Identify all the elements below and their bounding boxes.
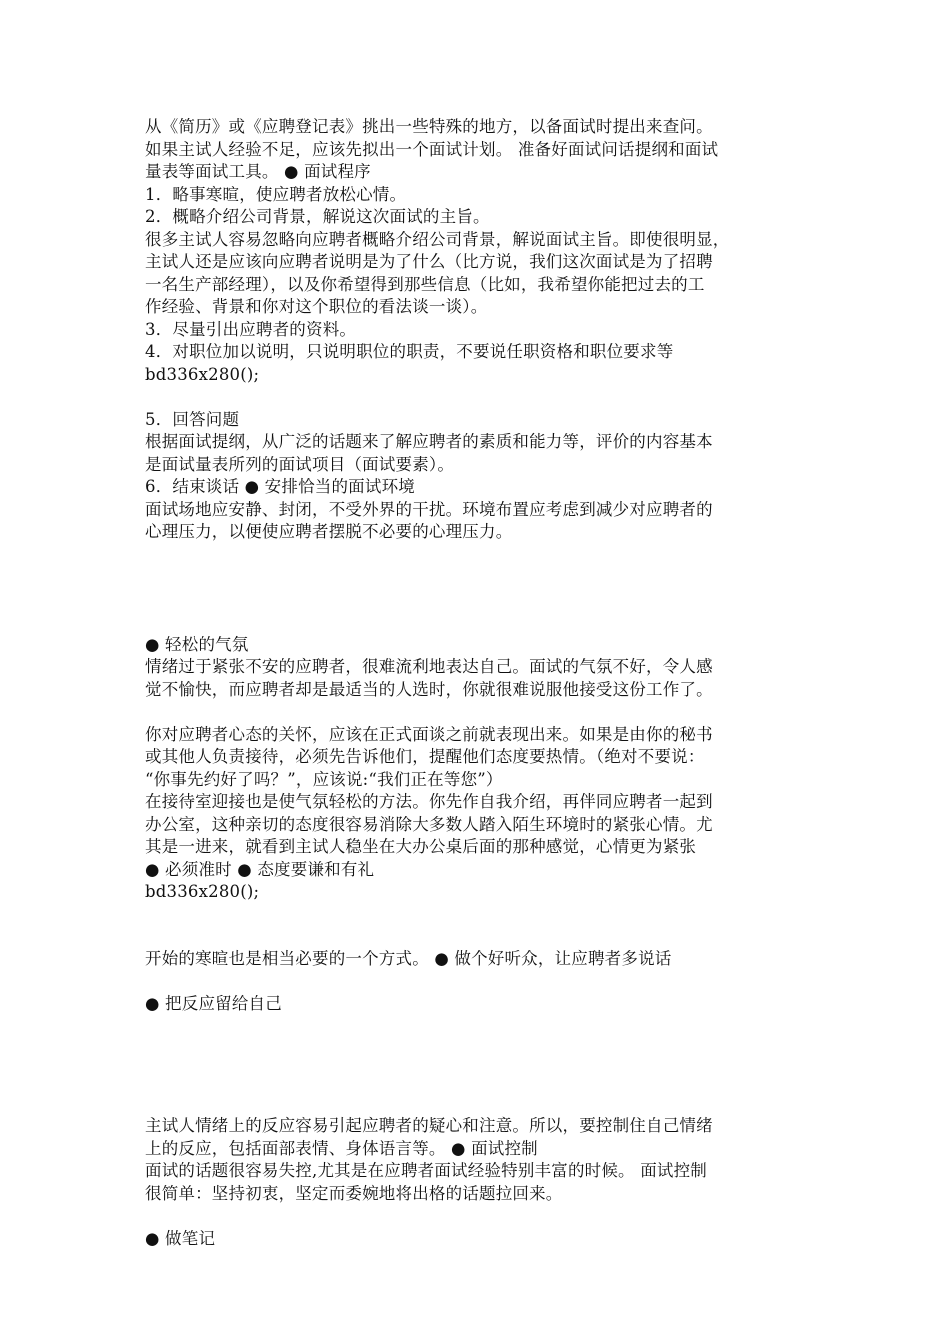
list-item: 2．概略介绍公司背景，解说这次面试的主旨。	[145, 207, 490, 226]
paragraph-line: 或其他人负责接待，必须先告诉他们，提醒他们态度要热情。（绝对不要说：	[145, 747, 705, 766]
paragraph-line: 面试场地应安静、封闭，不受外界的干扰。环境布置应考虑到减少对应聘者的	[145, 499, 713, 519]
list-item: 5．回答问题	[145, 409, 240, 429]
list-item: 6．结束谈话 ● 安排恰当的面试环境	[145, 477, 415, 496]
document-body	[145, 116, 825, 1250]
paragraph-line: 量表等面试工具。 ● 面试程序	[145, 162, 371, 181]
paragraph-line: 根据面试提纲，从广泛的话题来了解应聘者的素质和能力等，评价的内容基本	[145, 432, 713, 451]
spacer	[145, 544, 825, 634]
spacer	[145, 904, 825, 948]
paragraph-line: 很简单：坚持初衷，坚定而委婉地将出格的话题拉回来。	[145, 1183, 563, 1203]
paragraph-line: 办公室，这种亲切的态度很容易消除大多数人踏入陌生环境时的紧张心情。尤	[145, 814, 713, 834]
paragraph-line: 心理压力，以便使应聘者摆脱不必要的心理压力。	[145, 522, 513, 541]
paragraph-line: 很多主试人容易忽略向应聘者概略介绍公司背景，解说面试主旨。即使很明显，	[145, 229, 730, 249]
paragraph-line: 主试人还是应该向应聘者说明是为了什么（比方说，我们这次面试是为了招聘	[145, 252, 713, 271]
spacer	[145, 701, 825, 724]
section-heading: ● 必须准时 ● 态度要谦和有礼	[145, 859, 375, 879]
paragraph-line: 在接待室迎接也是使气氛轻松的方法。你先作自我介绍，再伴同应聘者一起到	[145, 792, 713, 811]
paragraph-line: 觉不愉快，而应聘者却是最适当的人选时，你就很难说服他接受这份工作了。	[145, 679, 713, 699]
paragraph-line: “你事先约好了吗？”，应该说:“我们正在等您”）	[145, 769, 503, 789]
paragraph-line: 面试的话题很容易失控,尤其是在应聘者面试经验特别丰富的时候。 面试控制	[145, 1161, 707, 1180]
paragraph-line: 开始的寒暄也是相当必要的一个方式。 ● 做个好听众，让应聘者多说话	[145, 948, 672, 968]
paragraph-line: 上的反应，包括面部表情、身体语言等。 ● 面试控制	[145, 1138, 538, 1158]
section-heading: ● 轻松的气氛	[145, 634, 249, 654]
paragraph-line: 你对应聘者心态的关怀，应该在正式面谈之前就表现出来。如果是由你的秘书	[145, 724, 713, 744]
list-item: 3．尽量引出应聘者的资料。	[145, 319, 357, 339]
list-item: 4．对职位加以说明，只说明职位的职责，不要说任职资格和职位要求等	[145, 342, 674, 361]
list-item: 1．略事寒暄，使应聘者放松心情。	[145, 184, 407, 204]
code-line: bd336x280();	[145, 364, 260, 384]
spacer	[145, 386, 825, 409]
paragraph-line: 情绪过于紧张不安的应聘者，很难流利地表达自己。面试的气氛不好，令人感	[145, 657, 713, 676]
paragraph-line: 作经验、背景和你对这个职位的看法谈一谈）。	[145, 297, 488, 316]
paragraph-line: 主试人情绪上的反应容易引起应聘者的疑心和注意。所以，要控制住自己情绪	[145, 1116, 713, 1135]
section-heading: ● 做笔记	[145, 1228, 216, 1248]
spacer	[145, 1015, 825, 1115]
section-heading: ● 把反应留给自己	[145, 993, 282, 1013]
paragraph-line: 如果主试人经验不足，应该先拟出一个面试计划。 准备好面试问话提纲和面试	[145, 139, 719, 159]
spacer	[145, 1205, 825, 1228]
paragraph-line: 其是一进来，就看到主试人稳坐在大办公桌后面的那种感觉，心情更为紧张	[145, 837, 697, 856]
code-line: bd336x280();	[145, 882, 260, 901]
paragraph-line: 是面试量表所列的面试项目（面试要素）。	[145, 454, 455, 474]
paragraph-line: 从《简历》或《应聘登记表》挑出一些特殊的地方，以备面试时提出来查问。	[145, 117, 713, 136]
paragraph-line: 一名生产部经理），以及你希望得到那些信息（比如，我希望你能把过去的工	[145, 274, 705, 294]
spacer	[145, 970, 825, 993]
